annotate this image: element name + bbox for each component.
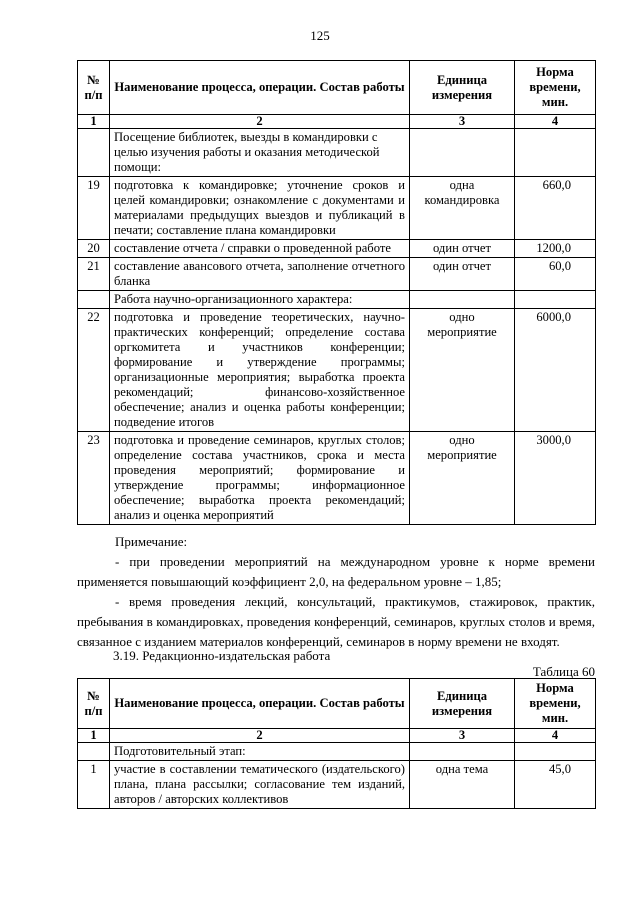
row-unit [410,129,515,177]
row-unit: один отчет [410,258,515,291]
header-name: Наименование процесса, операции. Состав работы [110,679,410,729]
norm-table-2 [77,678,596,809]
note-title: Примечание: [115,534,188,549]
table-row [78,240,596,258]
header-num: № п/п [78,61,110,115]
row-number: 21 [78,258,110,291]
row-number: 1 [78,761,110,809]
table-row [78,291,596,309]
table-caption: Таблица 60 [532,664,595,679]
row-unit: один отчет [410,240,515,258]
header-num: № п/п [78,679,110,729]
row-name: Работа научно-организационного характера: [110,291,410,309]
column-index: 2 [110,115,410,129]
row-name: подготовка и проведение теоретических, научно-практических конференций; определение состава оргкомитета и участников конференции; формирование и утверждение программы; организационные мероприятия; выработка проекта рекомендаций; финансово-хозяйственное обеспечение; анализ и оценка работы конференции; подведение итогов [110,309,410,432]
table-row [78,432,596,525]
column-index-row [78,729,596,743]
row-number [78,291,110,309]
header-unit: Единица измерения [410,679,515,729]
note-item: - при проведении мероприятий на международном уровне к норме времени применяется повышающий коэффициент 2,0, на федеральном уровне – 1,85; [77,554,595,589]
column-index: 1 [78,115,110,129]
row-norm [515,129,596,177]
row-number [78,129,110,177]
table-row [78,258,596,291]
row-unit: одно мероприятие [410,309,515,432]
column-index: 4 [515,729,596,743]
column-index: 3 [410,729,515,743]
section-heading: 3.19. Редакционно-издательская работа [113,648,331,663]
row-name: составление авансового отчета, заполнение отчетного бланка [110,258,410,291]
table-row [78,309,596,432]
row-norm: 3000,0 [515,432,596,525]
row-norm: 660,0 [515,177,596,240]
row-number [78,743,110,761]
row-number: 23 [78,432,110,525]
table-row [78,761,596,809]
column-index: 1 [78,729,110,743]
row-norm [515,743,596,761]
header-name: Наименование процесса, операции. Состав работы [110,61,410,115]
row-norm [515,291,596,309]
row-number: 19 [78,177,110,240]
header-norm: Норма времени, мин. [515,61,596,115]
header-norm: Норма времени, мин. [515,679,596,729]
page-number: 125 [310,28,330,43]
row-unit: одна тема [410,761,515,809]
row-name: подготовка к командировке; уточнение сроков и целей командировки; ознакомление с документами и материалами предыдущих выездов и публикаций в печати; составление плана командировки [110,177,410,240]
norm-table-1 [77,60,596,525]
table-header-row [78,61,596,115]
table-row [78,743,596,761]
table-row [78,129,596,177]
note-item: - время проведения лекций, консультаций, практикумов, стажировок, практик, пребывания в командировках, проведения конференций, семинаров, круглых столов и время, связанное с изданием материалов конференций, семинаров в норму времени не входят. [77,594,595,649]
table-row [78,177,596,240]
row-norm: 1200,0 [515,240,596,258]
row-name: Посещение библиотек, выезды в командировки с целью изучения работы и оказания методической помощи: [110,129,410,177]
row-norm: 45,0 [515,761,596,809]
row-norm: 6000,0 [515,309,596,432]
row-number: 22 [78,309,110,432]
row-name: подготовка и проведение семинаров, круглых столов; определение состава участников, срока и места проведения мероприятий; формирование и утверждение программы; информационное обеспечение; выработка проекта рекомендаций; анализ и оценка мероприятий [110,432,410,525]
table-header-row [78,679,596,729]
column-index: 4 [515,115,596,129]
row-norm: 60,0 [515,258,596,291]
header-unit: Единица измерения [410,61,515,115]
row-name: Подготовительный этап: [110,743,410,761]
column-index: 3 [410,115,515,129]
row-unit: одна командировка [410,177,515,240]
row-unit [410,743,515,761]
note-block [77,532,595,652]
column-index: 2 [110,729,410,743]
row-name: составление отчета / справки о проведенной работе [110,240,410,258]
row-unit [410,291,515,309]
row-name: участие в составлении тематического (издательского) плана, плана рассылки; согласование тем изданий, авторов / авторских коллективов [110,761,410,809]
column-index-row [78,115,596,129]
row-unit: одно мероприятие [410,432,515,525]
row-number: 20 [78,240,110,258]
